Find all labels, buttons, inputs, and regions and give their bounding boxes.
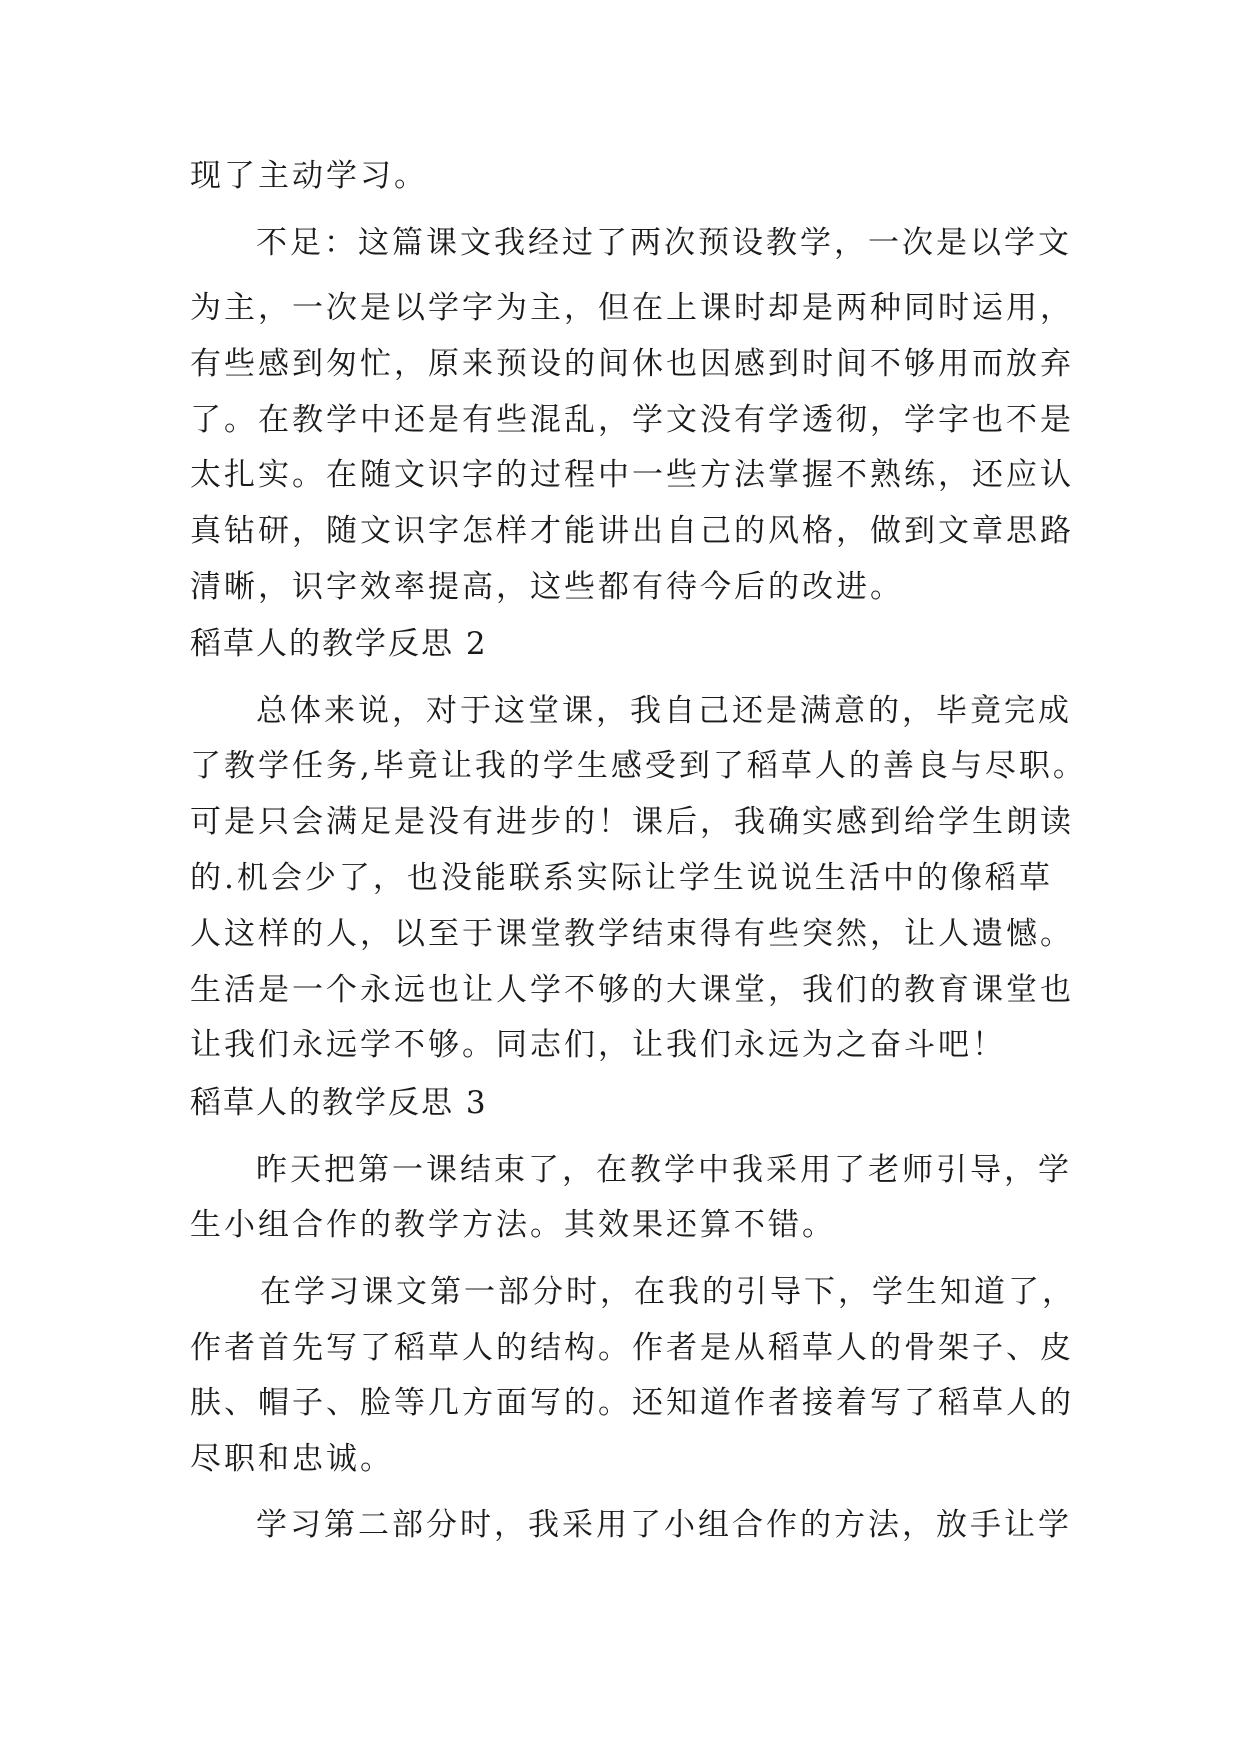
paragraph-line: 尽职和忠诚。 [190,1441,394,1477]
paragraph-line: 的.机会少了，也没能联系实际让学生说说生活中的像稻草 [190,860,1053,896]
paragraph-line: 太扎实。在随文识字的过程中一些方法掌握不熟练，还应认 [190,457,1074,493]
paragraph-line: 在学习课文第一部分时，在我的引导下，学生知道了， [260,1274,1076,1310]
paragraph-line: 总体来说，对于这堂课，我自己还是满意的，毕竟完成 [256,693,1072,729]
section-heading: 稻草人的教学反思 2 [190,626,488,662]
paragraph-line: 作者首先写了稻草人的结构。作者是从稻草人的骨架子、皮 [190,1330,1074,1366]
paragraph-line: 了。在教学中还是有些混乱，学文没有学透彻，学字也不是 [190,402,1074,438]
paragraph-line: 让我们永远学不够。同志们，让我们永远为之奋斗吧！ [190,1027,1006,1063]
paragraph-line: 可是只会满足是没有进步的！课后，我确实感到给学生朗读 [190,804,1074,840]
paragraph-line: 了教学任务,毕竟让我的学生感受到了稻草人的善良与尽职。 [190,748,1087,784]
paragraph-line: 有些感到匆忙，原来预设的间休也因感到时间不够用而放弃 [190,346,1074,382]
paragraph-line: 学习第二部分时，我采用了小组合作的方法，放手让学 [256,1507,1072,1543]
paragraph-line: 昨天把第一课结束了，在教学中我采用了老师引导，学 [256,1152,1072,1188]
section-heading: 稻草人的教学反思 3 [190,1085,488,1121]
paragraph-line: 真钻研，随文识字怎样才能讲出自己的风格，做到文章思路 [190,513,1074,549]
paragraph-line: 为主，一次是以学字为主，但在上课时却是两种同时运用， [190,290,1074,326]
paragraph-line: 生小组合作的教学方法。其效果还算不错。 [190,1207,836,1243]
paragraph-line: 不足：这篇课文我经过了两次预设教学，一次是以学文 [256,225,1072,261]
paragraph-line: 清晰，识字效率提高，这些都有待今后的改进。 [190,569,904,605]
paragraph-line: 肤、帽子、脸等几方面写的。还知道作者接着写了稻草人的 [190,1385,1074,1421]
paragraph-line: 人这样的人，以至于课堂教学结束得有些突然，让人遗憾。 [190,916,1074,952]
paragraph-line: 现了主动学习。 [190,158,428,194]
paragraph-line: 生活是一个永远也让人学不够的大课堂，我们的教育课堂也 [190,972,1074,1008]
